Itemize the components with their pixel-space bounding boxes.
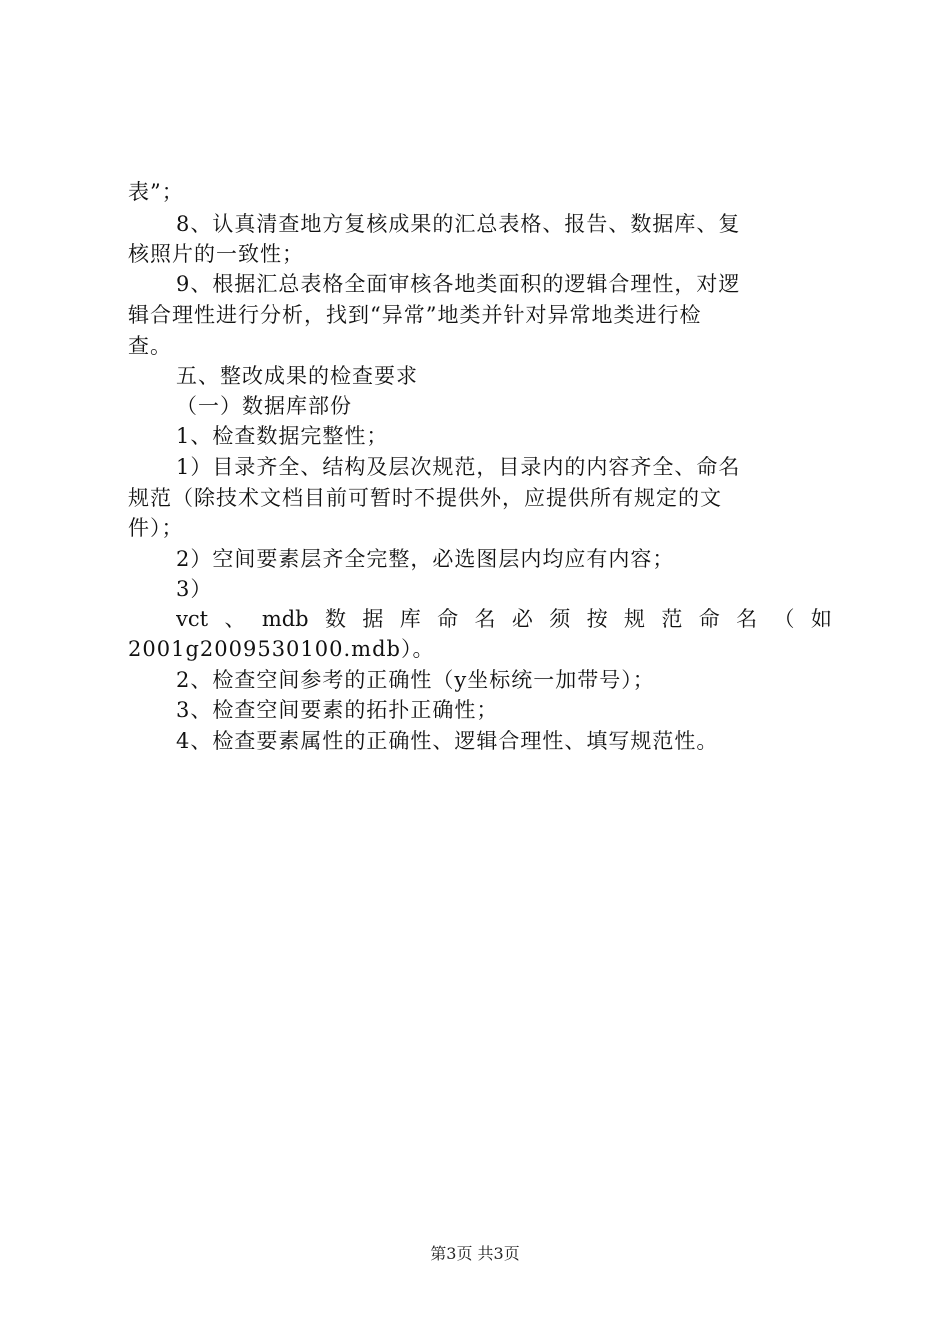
spaced-token: 、: [224, 607, 246, 631]
text-line: 辑合理性进行分析，找到“异常”地类并针对异常地类进行检: [128, 303, 702, 327]
spaced-token: 按: [586, 607, 608, 631]
text-line: 3）: [176, 577, 213, 601]
text-line: 4、检查要素属性的正确性、逻辑合理性、填写规范性。: [176, 729, 719, 753]
text-line: 2）空间要素层齐全完整，必选图层内均应有内容；: [176, 547, 675, 571]
text-line: 核照片的一致性；: [128, 242, 304, 266]
spaced-token: 名: [474, 607, 496, 631]
subsection-heading: （一）数据库部份: [176, 394, 352, 418]
text-line: 1、检查数据完整性；: [176, 424, 389, 448]
text-line: 3、检查空间要素的拓扑正确性；: [176, 698, 499, 722]
spaced-token: 名: [736, 607, 758, 631]
spaced-token: 数: [325, 607, 347, 631]
text-line: 2001g2009530100.mdb）。: [128, 637, 435, 661]
spaced-token: 必: [511, 607, 533, 631]
text-line: 1）目录齐全、结构及层次规范，目录内的内容齐全、命名: [176, 455, 741, 479]
spaced-token: vct: [176, 607, 209, 631]
spaced-token: 规: [624, 607, 646, 631]
spaced-token: 范: [661, 607, 683, 631]
text-line: 件）；: [128, 516, 184, 540]
text-line: 表”；: [128, 180, 184, 204]
text-line: 查。: [128, 334, 172, 358]
spaced-token: 命: [698, 607, 720, 631]
text-line: 规范（除技术文档目前可暂时不提供外，应提供所有规定的文: [128, 486, 722, 510]
spaced-token: 如: [810, 607, 832, 631]
spaced-token: mdb: [261, 607, 309, 631]
spaced-token: 库: [399, 607, 421, 631]
spaced-token: 须: [549, 607, 571, 631]
page-footer: 第3页 共3页: [430, 1244, 520, 1263]
text-line: 2、检查空间参考的正确性（y坐标统一加带号）；: [176, 668, 655, 692]
spaced-token: 据: [362, 607, 384, 631]
section-heading: 五、整改成果的检查要求: [176, 364, 418, 388]
text-line: 9、根据汇总表格全面审核各地类面积的逻辑合理性，对逻: [176, 272, 741, 296]
spaced-token: （: [773, 607, 795, 631]
spaced-text-line: [176, 604, 832, 634]
text-line: 8、认真清查地方复核成果的汇总表格、报告、数据库、复: [176, 212, 741, 236]
spaced-token: 命: [437, 607, 459, 631]
